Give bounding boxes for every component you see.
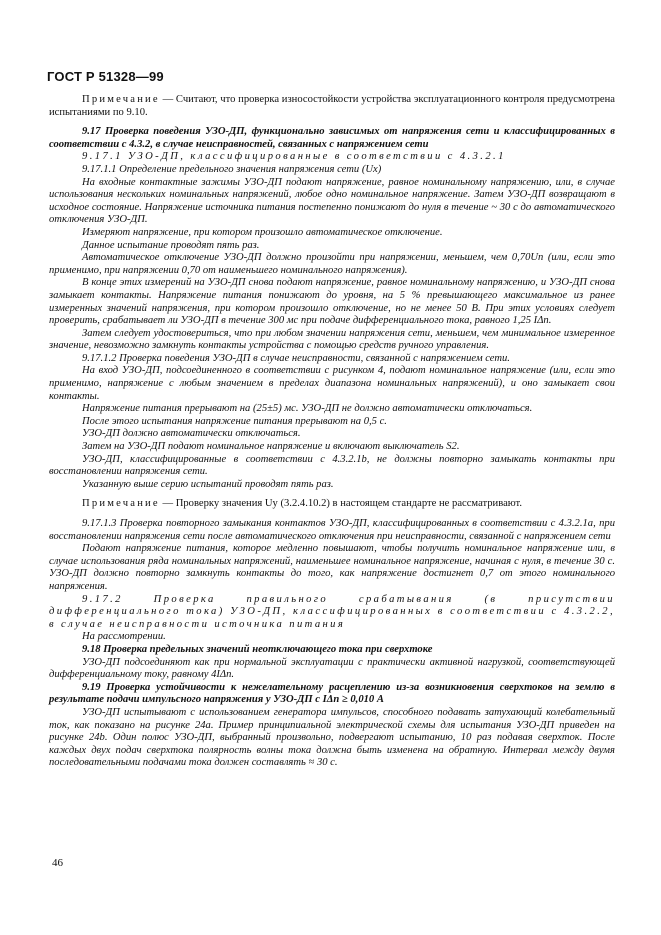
- paragraph: Автоматическое отключение УЗО-ДП должно произойти при напряжении, меньшем, чем 0,70Un (или, если это применимо, при напряжении 0,70 от наименьшего номинального напряжения).: [49, 252, 615, 276]
- paragraph: Напряжение питания прерывают на (25±5) мс. УЗО-ДП не должно автоматически отключаться.: [82, 403, 533, 415]
- paragraph: Измеряют напряжение, при котором произошло автоматическое отключение.: [82, 226, 443, 238]
- paragraph: УЗО-ДП должно автоматически отключаться.: [82, 428, 301, 440]
- document-header: ГОСТ Р 51328—99: [47, 69, 164, 84]
- paragraph: На входные контактные зажимы УЗО-ДП подают напряжение, равное номинальному напряжению, или, в случае использования нескольких номинальных напряжений, любое одно номинальное напряжение. Затем УЗО-ДП возвращают в исходное состояние. Напряжение источника питания постепенно понижают до нуля в течение ~ 30 с до автоматического отключения УЗО-ДП.: [49, 176, 615, 226]
- note-paragraph: [49, 94, 615, 119]
- page-number: 46: [52, 857, 63, 869]
- document-body: [49, 94, 615, 770]
- section-heading-9-18: 9.18 Проверка предельных значений неотключающего тока при сверхтоке: [82, 643, 433, 655]
- paragraph: На рассмотрении.: [82, 631, 166, 643]
- paragraph: УЗО-ДП, классифицированные в соответствии с 4.3.2.1b, не должны повторно замыкать контакты при восстановлении напряжения сети.: [49, 453, 615, 478]
- paragraph: Подают напряжение питания, которое медленно повышают, чтобы получить номинальное напряжение или, в случае использования ряда номинальных напряжений, наименьшее номинальное напряжение, начиная с нуля, в течение 30 с. УЗО-ДП должно повторно замкнуть контакты до того, как напряжение достигнет 0,7 от этого номинального напряжения.: [49, 543, 615, 592]
- subsection-heading-9-17-1-2: 9.17.1.2 Проверка поведения УЗО-ДП в случае неисправности, связанной с напряжением сети.: [82, 352, 510, 364]
- paragraph: В конце этих измерений на УЗО-ДП снова подают напряжение, равное номинальному напряжению, и УЗО-ДП снова замыкает контакты. Напряжение питания понижают до уровня, на 5 % превышающего максимальное из ранее измеренных значений напряжения, при котором произошло отключение, но не менее 50 В. При этих условиях следует проверить, срабатывает ли УЗО-ДП в течение 300 мс при подаче дифференциального тока, равного 1,25 IΔn.: [49, 277, 615, 327]
- section-heading-9-19: 9.19 Проверка устойчивости к нежелательному расцеплению из-за возникновения сверхтоков на землю в результате подачи импульсного напряжения у УЗО-ДП с IΔn ≥ 0,010 А: [49, 681, 615, 706]
- paragraph: Указанную выше серию испытаний проводят пять раз.: [82, 478, 334, 490]
- note-label: Примечание: [82, 94, 160, 105]
- note-paragraph: [49, 498, 615, 511]
- subsection-heading-9-17-2: 9.17.2 Проверка правильного срабатывания (в присутствии дифференциального тока) УЗО-ДП, классифицированных в соответствии с 4.3.2.2, в случае неисправности источника питания: [49, 593, 615, 630]
- paragraph: УЗО-ДП испытывают с использованием генератора импульсов, способного подавать затухающий колебательный ток, как показано на рисунке 24а. Пример принципиальной электрической схемы для испытания УЗО-ДП приведен на рисунке 24b. Один полюс УЗО-ДП, выбранный произвольно, подвергают испытанию, 10 раз подавая сверхток. После каждых двух подач сверхтока полярность волны тока должна быть изменена на обратную. Интервал между двумя последовательными подачами тока должен составлять ≈ 30 с.: [49, 706, 615, 769]
- subsection-heading-9-17-1-3: 9.17.1.3 Проверка повторного замыкания контактов УЗО-ДП, классифицированных в соответствии с 4.3.2.1а, при восстановлении напряжения сети после автоматического отключения при неисправности, связанной с напряжением сети: [49, 518, 615, 542]
- subsection-heading-9-17-1: 9.17.1 УЗО-ДП, классифицированные в соответствии с 4.3.2.1: [82, 151, 506, 163]
- paragraph: На вход УЗО-ДП, подсоединенного в соответствии с рисунком 4, подают номинальное напряжение (или, если это применимо, напряжение с любым значением в пределах диапазона номинальных напряжений), и оно замыкает свои контакты.: [49, 365, 615, 402]
- note-text: — Считают, что проверка износостойкости устройства эксплуатационного контроля предусмотрена испытаниями по 9.10.: [49, 94, 615, 118]
- note-label: Примечание: [82, 498, 160, 510]
- subsection-heading-9-17-1-1: 9.17.1.1 Определение предельного значения напряжения сети (Ux): [82, 163, 382, 175]
- paragraph: Затем на УЗО-ДП подают номинальное напряжение и включают выключатель S2.: [82, 441, 460, 453]
- note-text: — Проверку значения Uy (3.2.4.10.2) в настоящем стандарте не рассматривают.: [159, 498, 523, 510]
- paragraph: Затем следует удостовериться, что при любом значении напряжения сети, меньшем, чем минимальное измеренное значение, невозможно замкнуть контакты устройства с помощью средств ручного управления.: [49, 327, 615, 352]
- paragraph: После этого испытания напряжение питания прерывают на 0,5 с.: [82, 415, 387, 427]
- paragraph: Данное испытание проводят пять раз.: [82, 239, 260, 251]
- section-heading-9-17: 9.17 Проверка поведения УЗО-ДП, функционально зависимых от напряжения сети и классифицированных в соответствии с 4.3.2, в случае неисправностей, связанных с напряжением сети: [49, 126, 615, 150]
- paragraph: УЗО-ДП подсоединяют как при нормальной эксплуатации с практически активной нагрузкой, соответствующей дифференциальному току, равному 4IΔn.: [49, 656, 615, 681]
